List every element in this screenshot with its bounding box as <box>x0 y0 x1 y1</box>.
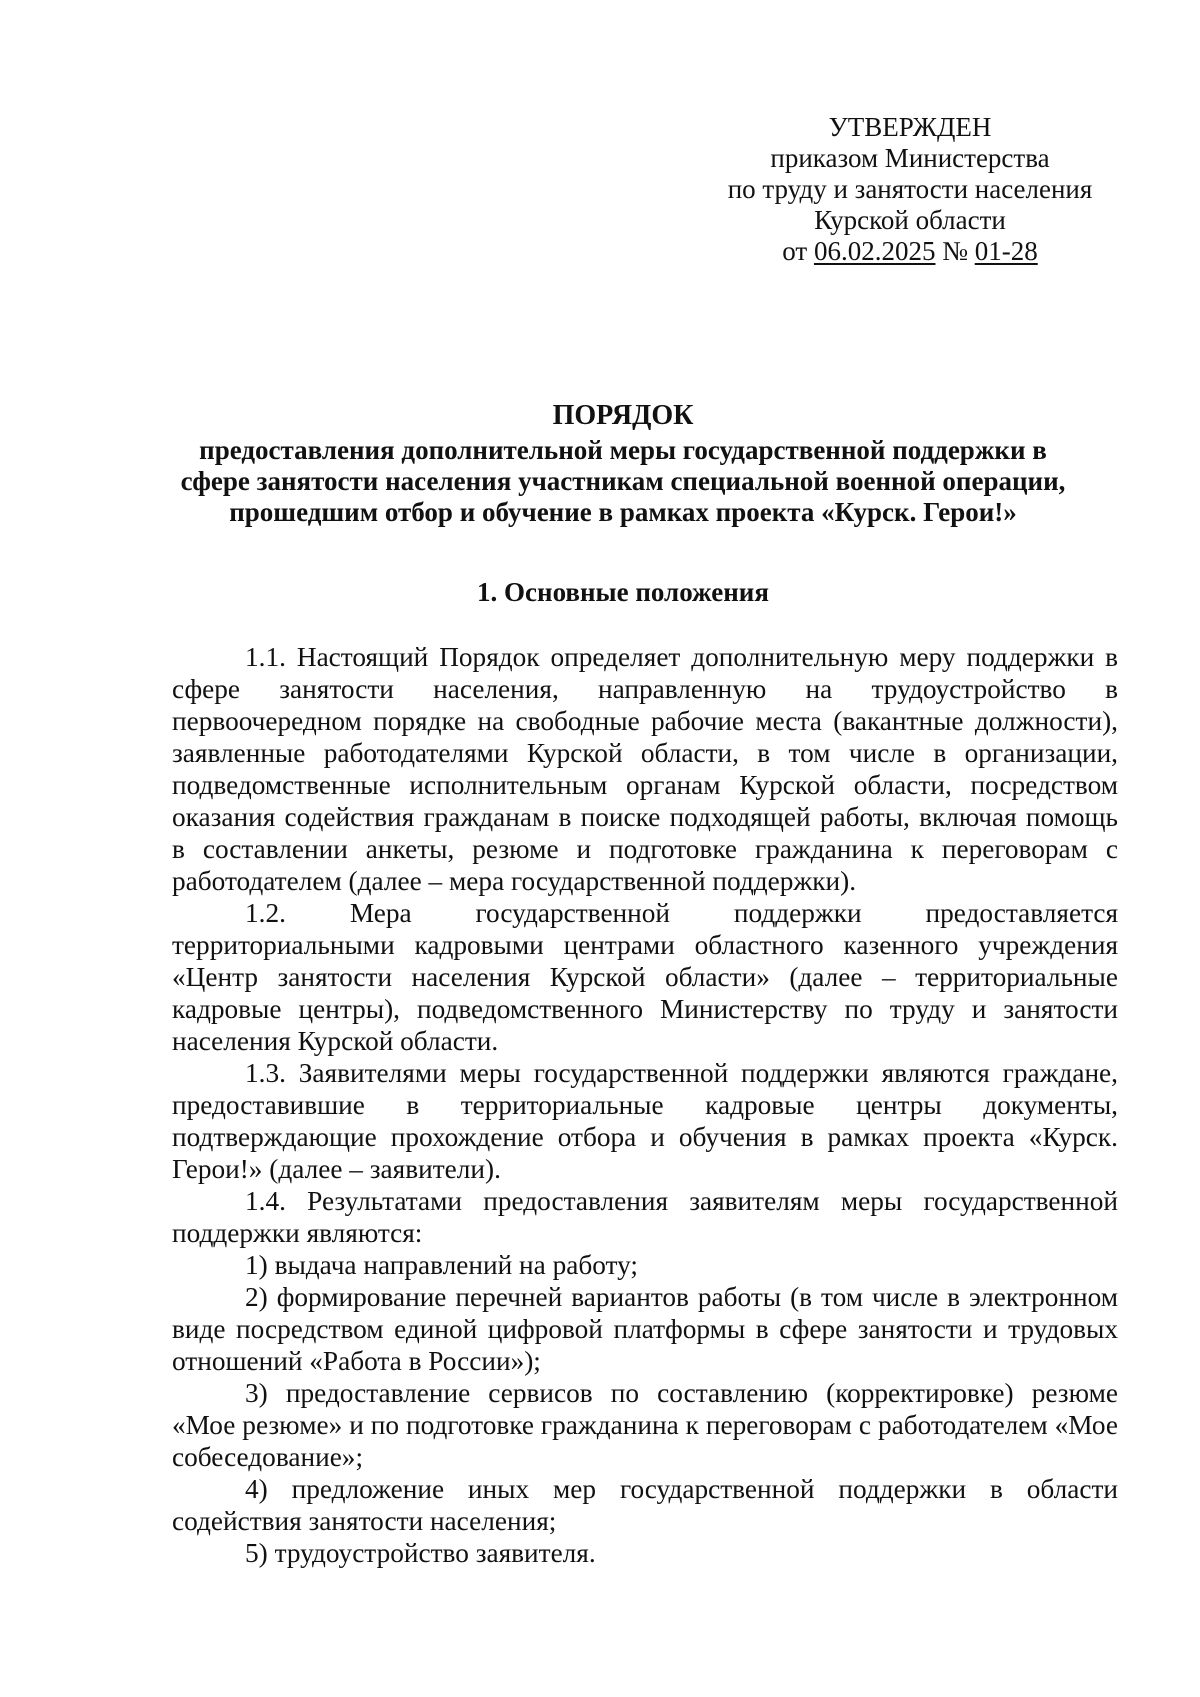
list-item-3: 3) предоставление сервисов по составлению (корректировке) резюме «Мое резюме» и по подготовке гражданина к переговорам с работодателем «Мое собеседование»; <box>172 1378 1118 1472</box>
approval-number: 01-28 <box>974 236 1038 266</box>
approval-ministry-line: по труду и занятости населения <box>727 174 1093 204</box>
approval-number-sign: № <box>935 236 975 266</box>
approval-date-line <box>650 236 1170 267</box>
approval-region-line: Курской области <box>814 205 1006 235</box>
paragraph-1-4: 1.4. Результатами предоставления заявителям меры государственной поддержки являются: <box>172 1186 1118 1248</box>
document-body <box>172 641 1118 1569</box>
approval-date: 06.02.2025 <box>813 236 936 266</box>
document-title: ПОРЯДОК <box>552 400 694 431</box>
list-item-1: 1) выдача направлений на работу; <box>245 1250 638 1280</box>
document-subtitle-line: предоставления дополнительной меры государственной поддержки в <box>199 435 1047 465</box>
document-subtitle-line: прошедшим отбор и обучение в рамках проекта «Курск. Герои!» <box>229 497 1017 527</box>
list-item-5: 5) трудоустройство заявителя. <box>245 1538 596 1568</box>
list-item-2: 2) формирование перечней вариантов работы (в том числе в электронном виде посредством единой цифровой платформы в сфере занятости и трудовых отношений «Работа в России»); <box>172 1282 1118 1376</box>
paragraph-1-2: 1.2. Мера государственной поддержки предоставляется территориальными кадровыми центрами областного казенного учреждения «Центр занятости населения Курской области» (далее – территориальные кадровые центры), подведомственного Министерству по труду и занятости населения Курской области. <box>172 898 1118 1056</box>
list-item-4: 4) предложение иных мер государственной поддержки в области содействия занятости населения; <box>172 1474 1118 1536</box>
document-subtitle-line: сфере занятости населения участникам специальной военной операции, <box>180 466 1066 496</box>
document-title-block <box>140 400 1106 528</box>
approval-heading: УТВЕРЖДЕН <box>828 112 992 142</box>
approval-stamp <box>650 112 1170 267</box>
approval-order-line: приказом Министерства <box>770 143 1050 173</box>
approval-date-prefix: от <box>782 236 814 266</box>
section-heading: 1. Основные положения <box>477 577 769 607</box>
paragraph-1-3: 1.3. Заявителями меры государственной поддержки являются граждане, предоставившие в территориальные кадровые центры документы, подтверждающие прохождение отбора и обучения в рамках проекта «Курск. Герои!» (далее – заявители). <box>172 1058 1118 1184</box>
paragraph-1-1: 1.1. Настоящий Порядок определяет дополнительную меру поддержки в сфере занятости населения, направленную на трудоустройство в первоочередном порядке на свободные рабочие места (вакантные должности), заявленные работодателями Курской области, в том числе в организации, подведомственные исполнительным органам Курской области, посредством оказания содействия гражданам в поиске подходящей работы, включая помощь в составлении анкеты, резюме и подготовке гражданина к переговорам с работодателем (далее – мера государственной поддержки). <box>172 642 1118 896</box>
